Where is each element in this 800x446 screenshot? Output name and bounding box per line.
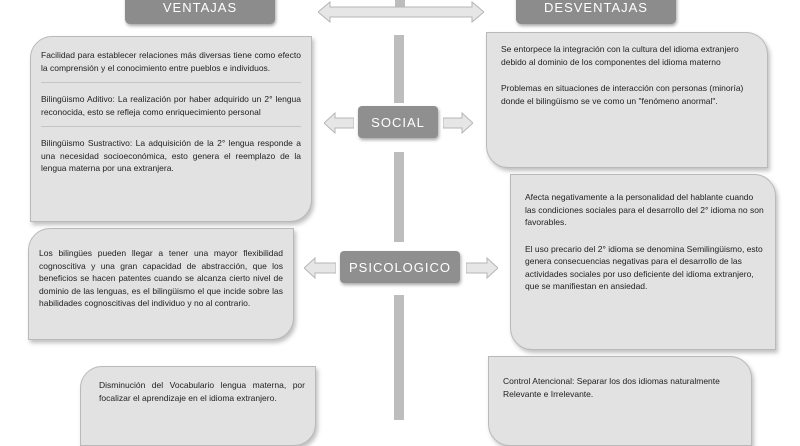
- bottom-ventajas-panel: [80, 366, 316, 446]
- social-desventajas-panel: [486, 32, 768, 168]
- psicologico-label: PSICOLOGICO: [348, 259, 452, 275]
- social-desventaja-item: Se entorpece la integración con la cultura del idioma extranjero debido al dominio de los componentes del idioma materno: [501, 44, 739, 67]
- desventajas-label: DESVENTAJAS: [544, 0, 648, 15]
- center-connector-2: [394, 152, 404, 242]
- bottom-desventajas-panel: [488, 356, 752, 446]
- psicologico-desventajas-panel: [510, 174, 776, 350]
- top-connector-bar: [318, 0, 484, 24]
- social-ventaja-item: Bilingüismo Aditivo: La realización por haber adquirido un 2° lengua reconocida, esto se refleja como enriquecimiento personal: [41, 93, 301, 127]
- psicologico-desventaja-item: El uso precario del 2° idioma se denomina Semilingüismo, esto genera consecuencias negativas para el desarrollo de las actividades sociales por uso deficiente del idioma extranjero, que se manifiestan en ansiedad.: [525, 243, 763, 291]
- social-box: [358, 106, 438, 138]
- center-connector-3: [394, 295, 404, 420]
- social-ventaja-item: Bilingüismo Sustractivo: La adquisición de la 2° lengua responde a una necesidad socioeconómica, esto genera el reemplazo de la lengua materna por una extranjera.: [41, 138, 301, 173]
- desventajas-header: [516, 0, 676, 24]
- bottom-ventaja-item: Disminución del Vocabulario lengua materna, por focalizar el aprendizaje en el idioma extranjero.: [99, 380, 305, 403]
- social-label: SOCIAL: [371, 114, 425, 130]
- ventajas-label: VENTAJAS: [162, 0, 238, 15]
- psicologico-arrow-left: [304, 257, 336, 279]
- psicologico-arrow-right: [466, 257, 498, 279]
- bottom-desventaja-item: Control Atencional: Separar los dos idiomas naturalmente Relevante e Irrelevante.: [503, 376, 720, 399]
- center-connector-1: [394, 35, 404, 103]
- psicologico-desventaja-item: Afecta negativamente a la personalidad del hablante cuando las condiciones sociales para el desarrollo del 2° idioma no son favorables.: [525, 192, 764, 227]
- social-arrow-right: [443, 112, 473, 134]
- social-arrow-left: [324, 112, 354, 134]
- social-ventaja-item: Facilidad para establecer relaciones más diversas tiene como efecto la comprensión y el conocimiento entre pueblos e individuos.: [41, 49, 301, 83]
- psicologico-ventajas-panel: [28, 228, 294, 340]
- social-desventaja-item: Problemas en situaciones de interacción con personas (minoría) donde el bilingüismo se ve como un "fenómeno anormal".: [501, 83, 744, 106]
- psicologico-ventaja-item: Los bilingües pueden llegar a tener una mayor flexibilidad cognoscitiva y una gran capacidad de abstracción, que los beneficios se hacen patentes cuando se alcanza cierto nivel de dominio de las lenguas, es el bilingüismo el que incide sobre las habilidades cognoscitivas del individuo y no al contrario.: [39, 248, 283, 308]
- psicologico-box: [340, 251, 460, 283]
- social-ventajas-panel: [30, 36, 312, 222]
- ventajas-header: [125, 0, 275, 24]
